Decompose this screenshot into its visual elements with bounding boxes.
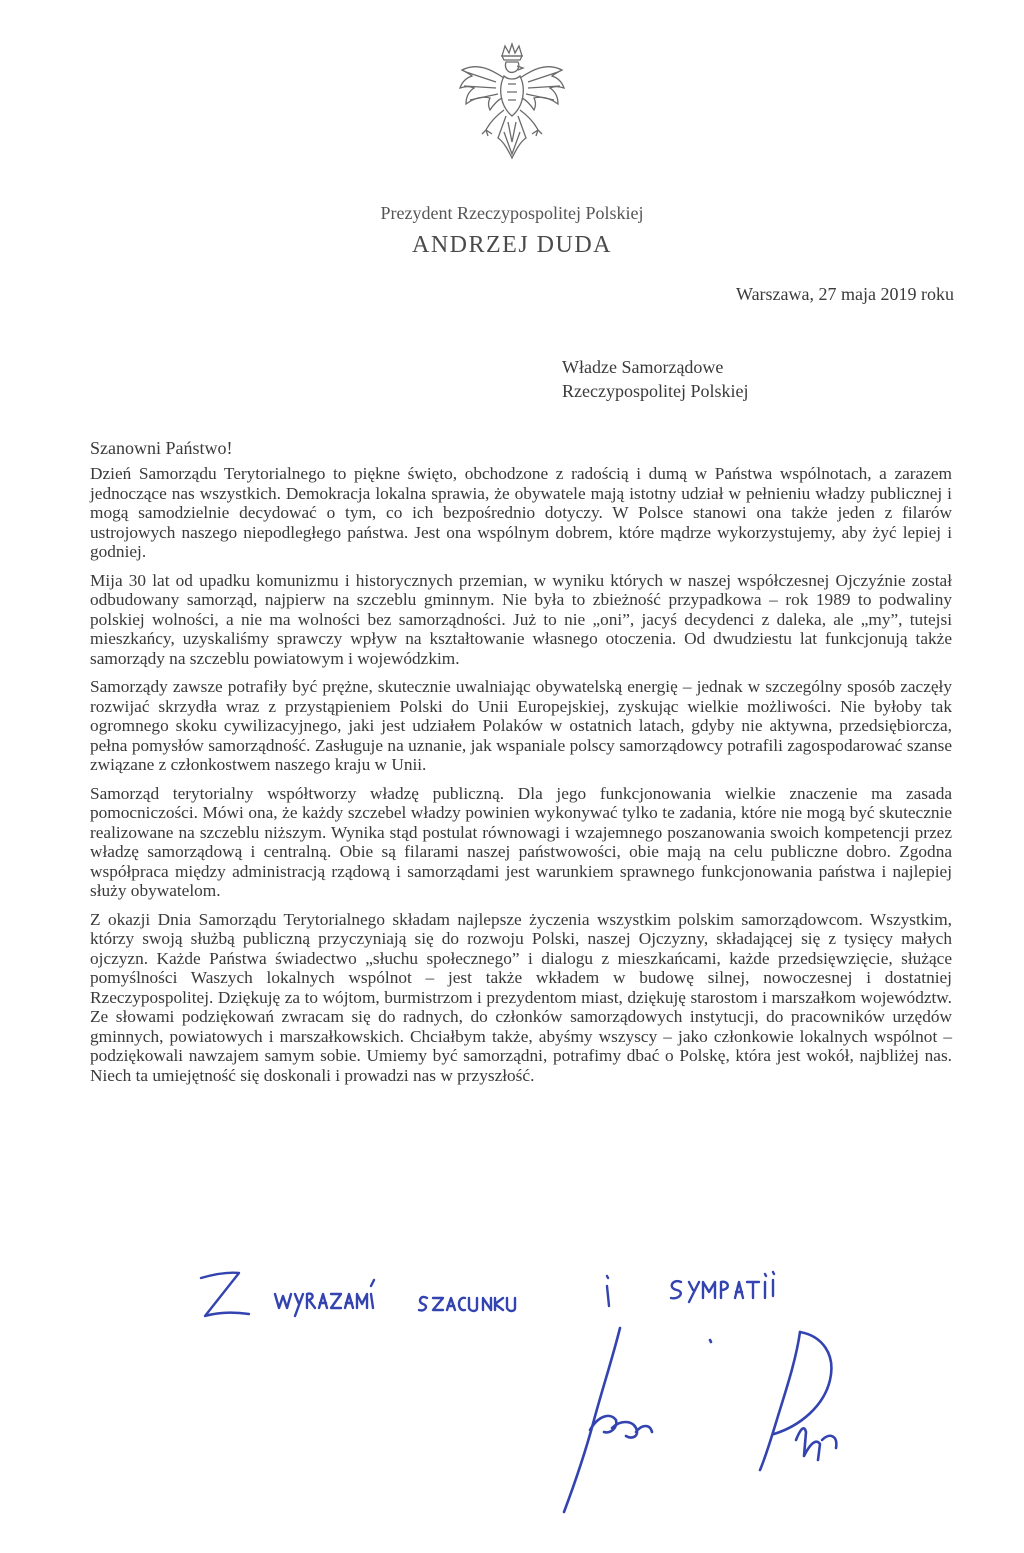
body-paragraph: Samorządy zawsze potrafiły być prężne, skutecznie uwalniając obywatelską energię – jednak w szczególny sposób zaczęły rozwijać skrzydła wraz z przystąpieniem Polski do Unii Europejskiej, zyskując wielkie możliwości. Nie byłoby tak ogromnego skoku cywilizacyjnego, jaki jest udziałem Polaków w ostatnich latach, gdyby nie aktywna, przedsiębiorcza, pełna pomysłów samorządność. Zasługuje na uznanie, jak wspaniale polscy samorządowcy potrafili zagospodarować szanse związane z członkostwem naszego kraju w Unii. (90, 677, 952, 774)
recipient-line: Władze Samorządowe (562, 357, 724, 377)
salutation: Szanowni Państwo! (90, 438, 233, 458)
body-paragraph: Mija 30 lat od upadku komunizmu i historycznych przemian, w wyniku których w naszej współczesnej Ojczyźnie został odbudowany samorząd, najpierw na szczeblu gminnym. Nie była to zbieżność przypadkowa – rok 1989 to podwaliny polskiej wolności, a nie ma wolności bez samorządności. Już to nie „oni”, jacyś decydenci z daleka, ale „my”, tutejsi mieszkańcy, uzyskaliśmy sprawczy wpływ na kształtowanie własnego otoczenia. Od dwudziestu lat funkcjonują także samorządy na szczeblu powiatowym i wojewódzkim. (90, 570, 952, 668)
body-paragraph: Z okazji Dnia Samorządu Terytorialnego składam najlepsze życzenia wszystkim polskim samorządowcom. Wszystkim, którzy swoją służbą publiczną przyczyniają się do rozwoju Polski, naszej Ojczyzny, składającej się z tysięcy małych ojczyzn. Każde Państwa świadectwo „słuchu społecznego” i dialogu z mieszkańcami, każde przedsięwzięcie, służące pomyślności Waszych lokalnych wspólnot – jest także wkładem w budowę silnej, nowoczesnej i dostatniej Rzeczypospolitej. Dziękuję za to wójtom, burmistrzom i prezydentom miast, dziękuję starostom i marszałkom województw. Ze słowami podziękowań zwracam się do radnych, do członków samorządowych instytucji, do pracowników urzędów gminnych, powiatowych i marszałkowskich. Chciałbym także, abyśmy wszyscy – jako członkowie lokalnych wspólnot – podziękowali nawzajem samym sobie. Umiemy być samorządni, potrafimy dbać o Polskę, która jest wokół, najbliżej nas. Niech ta umiejętność się doskonali i prowadzi nas w przyszłość. (90, 909, 952, 1085)
handwritten-closing (195, 1258, 915, 1328)
polish-eagle-icon (452, 42, 572, 172)
president-title: Prezydent Rzeczypospolitej Polskiej (380, 203, 644, 223)
handwritten-signature-icon (560, 1320, 880, 1530)
recipient-line: Rzeczypospolitej Polskiej (562, 381, 749, 401)
recipient-block (562, 355, 748, 403)
body-paragraph: Dzień Samorządu Terytorialnego to piękne święto, obchodzone z radością i dumą w Państwa wspólnotach, a zarazem jednoczące nas wszystkich. Demokracja lokalna sprawia, że obywatele mają istotny udział w pełnieniu władzy publicznej i mogą samodzielnie decydować o tym, co ich bezpośrednio dotyczy. W Polsce stanowi ona także jeden z filarów ustrojowych naszego niepodległego państwa. Jest ona wspólnym dobrem, które mądrze wykorzystujemy, aby żyć lepiej i godniej. (90, 464, 952, 561)
letter-date: Warszawa, 27 maja 2019 roku (736, 284, 954, 304)
president-name: ANDRZEJ DUDA (412, 232, 612, 258)
body-paragraph: Samorząd terytorialny współtworzy władzę publiczną. Dla jego funkcjonowania wielkie znaczenie ma zasada pomocniczości. Mówi ona, że każdy szczebel władzy powinien wykonywać tylko te zadania, które nie mogą być skutecznie realizowane na szczeblu niższym. Wynika stąd postulat równowagi i wzajemnego poszanowania swoich kompetencji przez władzę samorządową i centralną. Obie są filarami naszej państwowości, obie mają na celu publiczne dobro. Zgodna współpraca między administracją rządową i samorządami jest warunkiem sprawnego funkcjonowania państwa i najlepiej służy obywatelom. (90, 783, 952, 900)
letter-body (90, 464, 952, 1094)
